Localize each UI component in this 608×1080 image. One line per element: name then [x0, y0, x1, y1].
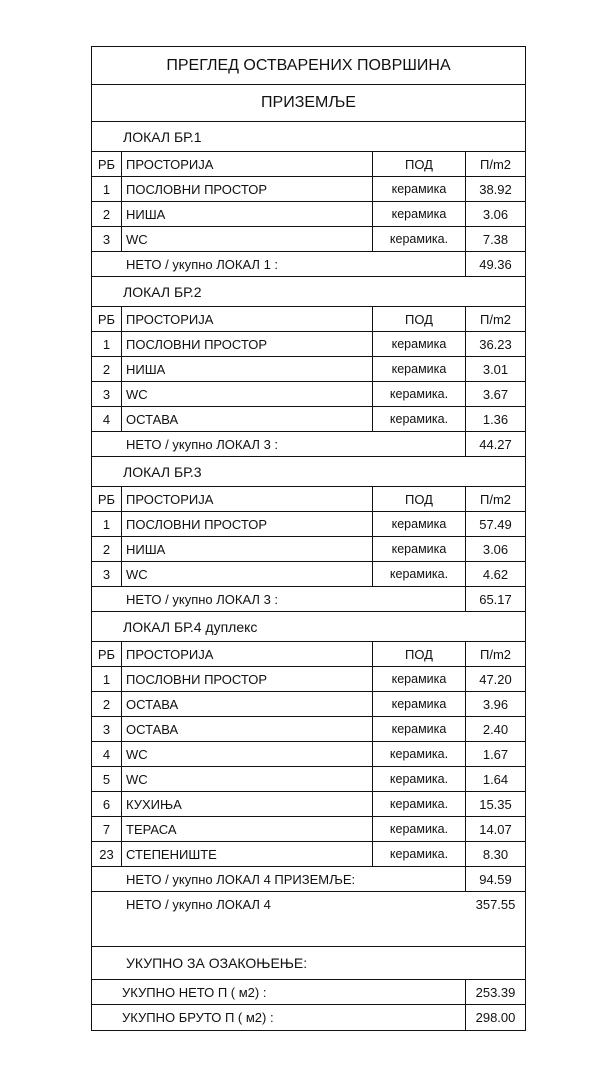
table-header-row — [92, 487, 525, 512]
floor-title-row — [92, 85, 525, 122]
table-header-row — [92, 307, 525, 332]
local-extra-total-value: 357.55 — [475, 897, 516, 912]
table-row — [92, 692, 525, 717]
summary-heading: УКУПНО ЗА ОЗАКОЊЕЊЕ: — [126, 955, 308, 971]
table-row — [92, 742, 525, 767]
room-name: ПОСЛОВНИ ПРОСТОР — [122, 177, 373, 201]
local-heading-row — [92, 277, 525, 307]
area-value: 8.30 — [482, 846, 509, 862]
document-title: ПРЕГЛЕД ОСТВАРЕНИХ ПОВРШИНА — [166, 56, 451, 74]
area-value: 38.92 — [479, 181, 512, 197]
floor-title: ПРИЗЕМЉЕ — [261, 94, 356, 111]
area-overview-table — [91, 46, 526, 1031]
row-number: 1 — [92, 177, 122, 201]
row-number: 1 — [92, 667, 122, 691]
column-header-area: П/m2 — [479, 156, 511, 172]
column-header-area: П/m2 — [479, 311, 511, 327]
table-row — [92, 227, 525, 252]
summary-rows — [92, 980, 525, 1030]
column-header-rb: РБ — [92, 487, 122, 511]
local-heading: ЛОКАЛ БР.2 — [123, 283, 202, 300]
area-value: 2.40 — [482, 721, 509, 737]
summary-row — [92, 1005, 525, 1030]
room-name: ОСТАВА — [122, 692, 373, 716]
table-row — [92, 202, 525, 227]
floor-type: керамика — [373, 332, 466, 356]
local-heading-row — [92, 457, 525, 487]
row-number: 2 — [92, 202, 122, 226]
summary-value: 298.00 — [475, 1010, 516, 1025]
area-value: 4.62 — [482, 566, 509, 582]
local-total-row — [92, 867, 525, 892]
local-total-row — [92, 587, 525, 612]
table-header-row — [92, 642, 525, 667]
row-number: 3 — [92, 562, 122, 586]
column-header-room: ПРОСТОРИЈА — [122, 152, 373, 176]
room-name: СТЕПЕНИШТЕ — [122, 842, 373, 866]
table-row — [92, 717, 525, 742]
room-name: WC — [122, 767, 373, 791]
table-row — [92, 667, 525, 692]
local-total-label: НЕТО / укупно ЛОКАЛ 1 : — [92, 252, 466, 276]
row-number: 2 — [92, 692, 122, 716]
room-name: WC — [122, 227, 373, 251]
local-total-value: 49.36 — [479, 256, 512, 272]
area-value: 3.06 — [482, 206, 509, 222]
table-row — [92, 817, 525, 842]
table-row — [92, 842, 525, 867]
area-value: 3.01 — [482, 361, 509, 377]
column-header-room: ПРОСТОРИЈА — [122, 307, 373, 331]
local-total-value: 94.59 — [479, 871, 512, 887]
column-header-floor-type: ПОД — [373, 152, 466, 176]
column-header-rb: РБ — [92, 642, 122, 666]
floor-type: керамика. — [373, 767, 466, 791]
table-row — [92, 357, 525, 382]
room-name: ОСТАВА — [122, 407, 373, 431]
summary-label: УКУПНО БРУТО П ( м2) : — [92, 1005, 466, 1030]
row-number: 1 — [92, 512, 122, 536]
area-value: 1.36 — [482, 411, 509, 427]
table-row — [92, 792, 525, 817]
local-heading-row — [92, 122, 525, 152]
table-row — [92, 177, 525, 202]
table-row — [92, 407, 525, 432]
column-header-floor-type: ПОД — [373, 487, 466, 511]
row-number: 3 — [92, 717, 122, 741]
column-header-room: ПРОСТОРИЈА — [122, 487, 373, 511]
floor-type: керамика — [373, 537, 466, 561]
area-value: 47.20 — [479, 671, 512, 687]
column-header-floor-type: ПОД — [373, 307, 466, 331]
column-header-room: ПРОСТОРИЈА — [122, 642, 373, 666]
local-extra-total-label: НЕТО / укупно ЛОКАЛ 4 — [126, 897, 271, 912]
table-row — [92, 512, 525, 537]
floor-type: керамика — [373, 717, 466, 741]
local-total-label: НЕТО / укупно ЛОКАЛ 3 : — [92, 587, 466, 611]
locals-container — [92, 122, 525, 917]
summary-value: 253.39 — [475, 984, 516, 1000]
floor-type: керамика — [373, 202, 466, 226]
area-value: 7.38 — [482, 231, 509, 247]
local-total-value: 44.27 — [479, 436, 512, 452]
area-value: 36.23 — [479, 336, 512, 352]
room-name: НИША — [122, 202, 373, 226]
column-header-floor-type: ПОД — [373, 642, 466, 666]
row-number: 4 — [92, 742, 122, 766]
row-number: 3 — [92, 382, 122, 406]
floor-type: керамика — [373, 357, 466, 381]
summary-row — [92, 980, 525, 1005]
area-value: 57.49 — [479, 516, 512, 532]
local-total-row — [92, 252, 525, 277]
local-heading: ЛОКАЛ БР.3 — [123, 463, 202, 480]
floor-type: керамика. — [373, 792, 466, 816]
table-row — [92, 562, 525, 587]
local-heading: ЛОКАЛ БР.4 дуплекс — [123, 618, 258, 635]
area-value: 14.07 — [479, 821, 512, 837]
row-number: 1 — [92, 332, 122, 356]
summary-label: УКУПНО НЕТО П ( м2) : — [92, 980, 466, 1004]
room-name: КУХИЊА — [122, 792, 373, 816]
local-total-label: НЕТО / укупно ЛОКАЛ 3 : — [92, 432, 466, 456]
local-heading-row — [92, 612, 525, 642]
row-number: 23 — [92, 842, 122, 866]
local-heading: ЛОКАЛ БР.1 — [123, 128, 202, 145]
column-header-rb: РБ — [92, 307, 122, 331]
table-row — [92, 382, 525, 407]
table-header-row — [92, 152, 525, 177]
local-extra-total-row — [92, 892, 525, 917]
row-number: 7 — [92, 817, 122, 841]
area-value: 3.06 — [482, 541, 509, 557]
column-header-area: П/m2 — [479, 491, 511, 507]
table-row — [92, 767, 525, 792]
row-number: 3 — [92, 227, 122, 251]
empty-row — [92, 917, 525, 947]
row-number: 5 — [92, 767, 122, 791]
row-number: 6 — [92, 792, 122, 816]
area-value: 1.67 — [482, 746, 509, 762]
floor-type: керамика — [373, 512, 466, 536]
area-value: 15.35 — [479, 796, 512, 812]
floor-type: керамика. — [373, 382, 466, 406]
row-number: 4 — [92, 407, 122, 431]
column-header-area: П/m2 — [479, 646, 511, 662]
room-name: ПОСЛОВНИ ПРОСТОР — [122, 667, 373, 691]
local-total-row — [92, 432, 525, 457]
room-name: ПОСЛОВНИ ПРОСТОР — [122, 512, 373, 536]
column-header-rb: РБ — [92, 152, 122, 176]
room-name: WC — [122, 742, 373, 766]
room-name: НИША — [122, 537, 373, 561]
floor-type: керамика — [373, 177, 466, 201]
floor-type: керамика. — [373, 562, 466, 586]
room-name: ОСТАВА — [122, 717, 373, 741]
room-name: НИША — [122, 357, 373, 381]
floor-type: керамика. — [373, 842, 466, 866]
area-value: 3.67 — [482, 386, 509, 402]
floor-type: керамика. — [373, 227, 466, 251]
table-row — [92, 537, 525, 562]
room-name: ПОСЛОВНИ ПРОСТОР — [122, 332, 373, 356]
document-title-row — [92, 47, 525, 85]
room-name: ТЕРАСА — [122, 817, 373, 841]
floor-type: керамика — [373, 667, 466, 691]
area-value: 1.64 — [482, 771, 509, 787]
row-number: 2 — [92, 537, 122, 561]
summary-heading-row — [92, 947, 525, 980]
row-number: 2 — [92, 357, 122, 381]
local-total-label: НЕТО / укупно ЛОКАЛ 4 ПРИЗЕМЉЕ: — [92, 867, 466, 891]
room-name: WC — [122, 382, 373, 406]
floor-type: керамика. — [373, 407, 466, 431]
floor-type: керамика — [373, 692, 466, 716]
table-row — [92, 332, 525, 357]
floor-type: керамика. — [373, 817, 466, 841]
floor-type: керамика. — [373, 742, 466, 766]
area-value: 3.96 — [482, 696, 509, 712]
room-name: WC — [122, 562, 373, 586]
local-total-value: 65.17 — [479, 591, 512, 607]
